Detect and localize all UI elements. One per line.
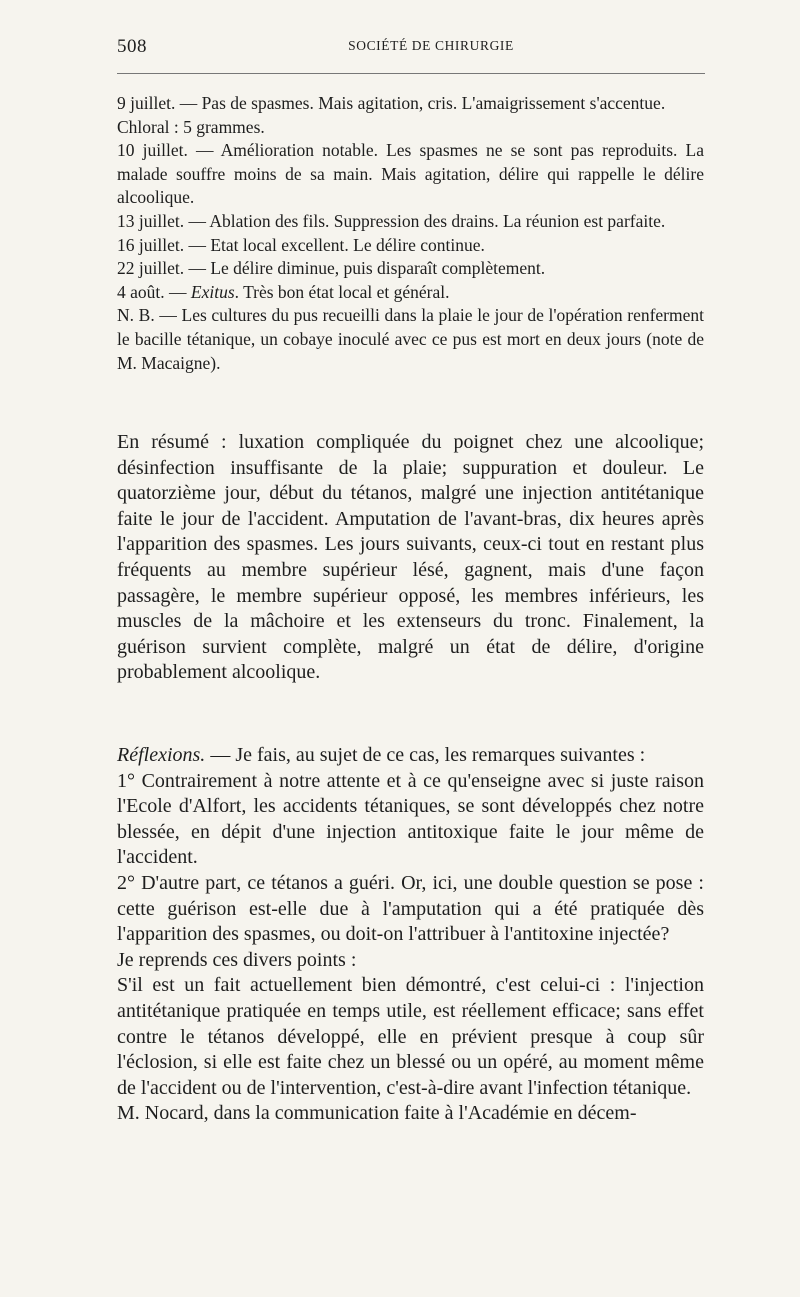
- reflexion-point-1: 1° Contrairement à notre attente et à ce qu'enseigne avec si juste raison l'Ecole d'Alfort, les accidents tétaniques, se sont développés chez notre blessée, en dépit d'une injection antitoxique faite le jour même de l'accident.: [117, 769, 704, 869]
- note-9-juillet: 9 juillet. — Pas de spasmes. Mais agitation, cris. L'amaigrissement s'accentue.: [117, 93, 666, 113]
- case-notes: [117, 92, 704, 375]
- page-header: [117, 36, 705, 60]
- note-13-juillet: 13 juillet. — Ablation des fils. Suppression des drains. La réunion est parfaite.: [117, 210, 666, 231]
- summary-paragraph: En résumé : luxation compliquée du poignet chez une alcoolique; désinfection insuffisante de la plaie; suppuration et douleur. Le quatorzième jour, début du tétanos, malgré une injection antitétanique faite le jour de l'accident. Amputation de l'avant-bras, dix heures après l'apparition des spasmes. Les jours suivants, ceux-ci tout en restant plus fréquents au membre supérieur lésé, gagnent, mais d'une façon passagère, le membre supérieur opposé, les membres inférieurs, les muscles de la mâchoire et les extenseurs du tronc. Finalement, la guérison survient complète, malgré un état de délire, d'origine probablement alcoolique.: [117, 431, 704, 684]
- note-16-juillet: 16 juillet. — Etat local excellent. Le délire continue.: [117, 234, 485, 255]
- reflexions-section: [117, 743, 704, 1127]
- summary-section: [117, 430, 704, 686]
- reflexions-heading: Réflexions.: [117, 744, 206, 766]
- reflexion-point-2: 2° D'autre part, ce tétanos a guéri. Or, ici, une double question se pose : cette guérison est-elle due à l'amputation qui a été pratiquée dès l'apparition des spasmes, ou doit-on l'attribuer à l'antitoxine injectée?: [117, 871, 704, 946]
- note-chloral: Chloral : 5 grammes.: [117, 116, 265, 137]
- header-rule: [117, 73, 705, 74]
- reflexion-nocard: M. Nocard, dans la communication faite à l'Académie en décem-: [117, 1102, 637, 1125]
- reflexion-reprise: Je reprends ces divers points :: [117, 948, 357, 971]
- note-10-juillet: 10 juillet. — Amélioration notable. Les spasmes ne se sont pas reproduits. La malade souffre moins de sa main. Mais agitation, délire qui rappelle le délire alcoolique.: [117, 140, 704, 208]
- exitus-italic: Exitus: [190, 281, 235, 302]
- page-number: 508: [117, 36, 147, 57]
- note-22-juillet: 22 juillet. — Le délire diminue, puis disparaît complètement.: [117, 258, 546, 279]
- reflexions-intro: [117, 743, 704, 769]
- note-4-aout-prefix: 4 août. —: [117, 281, 191, 302]
- running-title: SOCIÉTÉ DE CHIRURGIE: [348, 38, 514, 53]
- reflexion-fait: S'il est un fait actuellement bien démontré, c'est celui-ci : l'injection antitétanique pratiquée en temps utile, est réellement efficace; sans effet contre le tétanos développé, elle en prévient presque à coup sûr l'éclosion, si elle est faite chez un blessé ou un opéré, au moment même de l'accident ou de l'intervention, c'est-à-dire avant l'infection tétanique.: [117, 974, 704, 1099]
- reflexions-intro-text: — Je fais, au sujet de ce cas, les remarques suivantes :: [205, 744, 646, 766]
- note-4-aout: [117, 281, 704, 305]
- note-4-aout-suffix: . Très bon état local et général.: [234, 281, 450, 302]
- note-nb: N. B. — Les cultures du pus recueilli dans la plaie le jour de l'opération renferment le bacille tétanique, un cobaye inoculé avec ce pus est mort en deux jours (note de M. Macaigne).: [117, 305, 704, 373]
